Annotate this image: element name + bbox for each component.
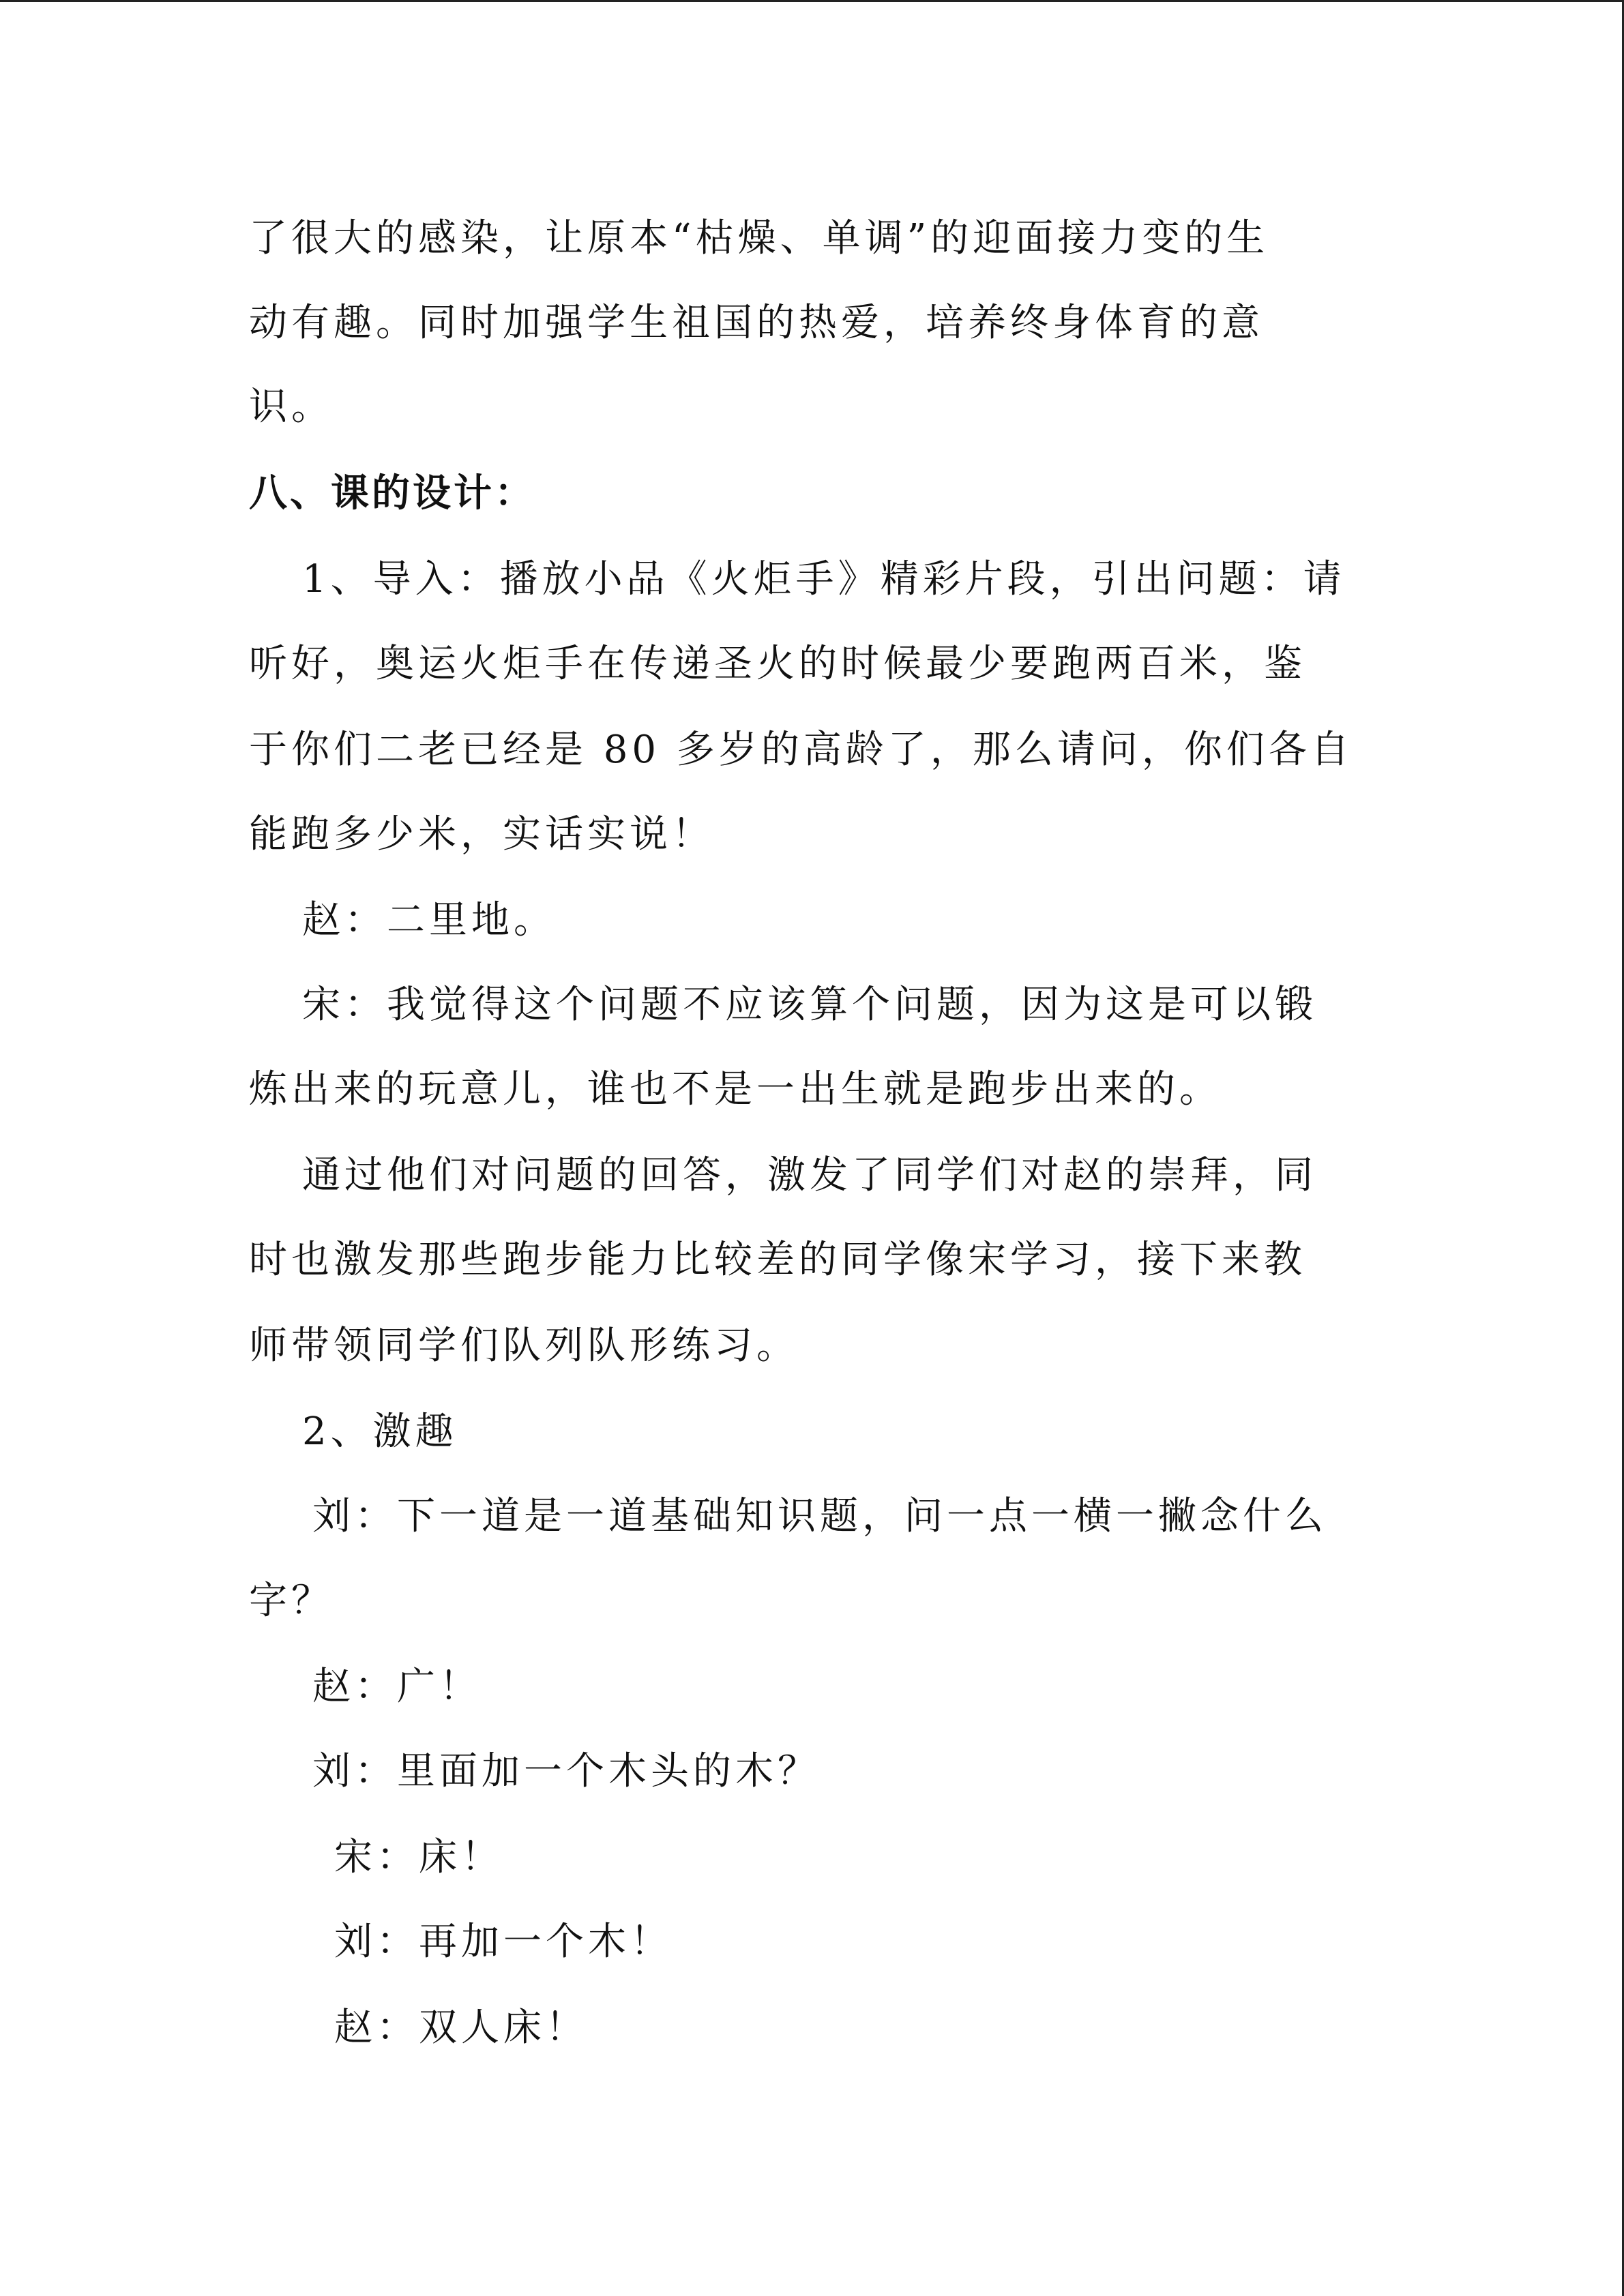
paragraph-line-1: 了很大的感染，让原本“枯燥、单调”的迎面接力变的生 [249, 216, 1269, 260]
dialogue-zhao-2: 赵：广！ [312, 1665, 482, 1709]
dialogue-song-2: 宋：床！ [334, 1835, 503, 1879]
item-1-line-3: 于你们二老已经是 80 多岁的高龄了，那么请问，你们各自 [249, 728, 1353, 772]
paragraph-line-2: 动有趣。同时加强学生祖国的热爱，培养终身体育的意 [249, 301, 1264, 345]
dialogue-liu-1-line-2: 字？ [249, 1579, 334, 1623]
narration-line-2: 时也激发那些跑步能力比较差的同学像宋学习，接下来教 [249, 1238, 1306, 1282]
item-1-line-1: 1、导入：播放小品《火炬手》精彩片段，引出问题：请 [302, 557, 1346, 601]
dialogue-song-1-line-1: 宋：我觉得这个问题不应该算个问题，因为这是可以锻 [302, 983, 1317, 1027]
dialogue-zhao-1: 赵：二里地。 [302, 898, 556, 942]
dialogue-liu-3: 刘：再加一个木！ [334, 1920, 673, 1964]
dialogue-liu-2: 刘：里面加一个木头的木？ [312, 1749, 820, 1793]
item-1-line-2: 听好，奥运火炬手在传递圣火的时候最少要跑两百米，鉴 [249, 642, 1306, 686]
paragraph-line-3: 识。 [249, 385, 334, 429]
section-heading: 八、课的设计： [249, 471, 535, 516]
narration-line-1: 通过他们对问题的回答，激发了同学们对赵的崇拜，同 [302, 1153, 1317, 1197]
item-2-heading: 2、激趣 [302, 1410, 458, 1454]
narration-line-3: 师带领同学们队列队形练习。 [249, 1324, 799, 1368]
item-1-line-4: 能跑多少米，实话实说！ [249, 812, 714, 856]
dialogue-song-1-line-2: 炼出来的玩意儿，谁也不是一出生就是跑步出来的。 [249, 1067, 1222, 1112]
dialogue-liu-1-line-1: 刘：下一道是一道基础知识题，问一点一横一撇念什么 [312, 1494, 1327, 1538]
dialogue-zhao-3: 赵：双人床！ [334, 2006, 588, 2050]
